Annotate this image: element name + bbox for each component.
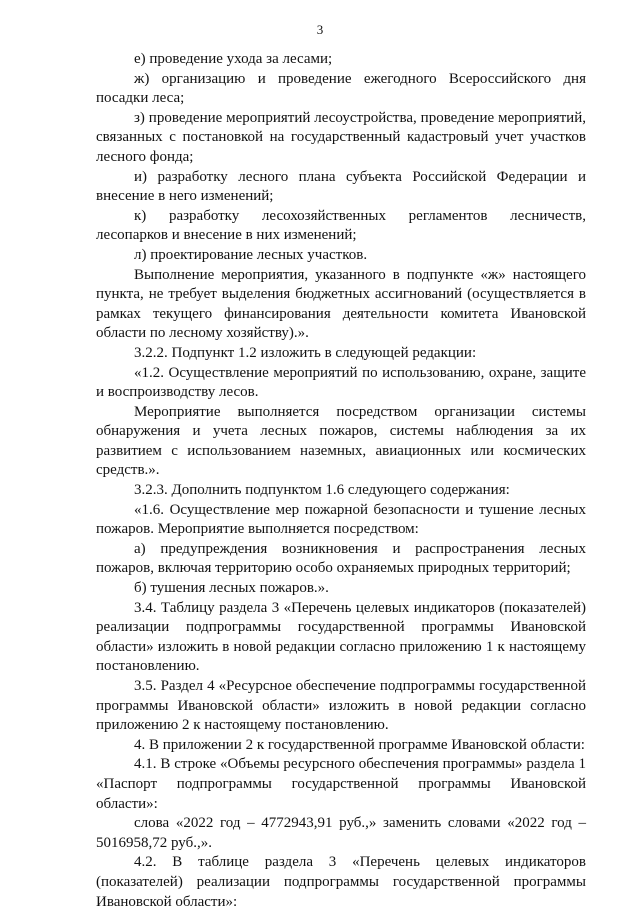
paragraph: Выполнение мероприятия, указанного в подпункте «ж» настоящего пункта, не требует выделения бюджетных ассигнований (осуществляется в рамках текущего финансирования деятельности комитета Ивановской области по лесному хозяйству).». bbox=[96, 266, 586, 342]
paragraph: «1.6. Осуществление мер пожарной безопасности и тушение лесных пожаров. Мероприятие выполняется посредством: bbox=[96, 501, 586, 538]
page-number: 3 bbox=[316, 22, 324, 37]
paragraph: и) разработку лесного плана субъекта Российской Федерации и внесение в него изменений; bbox=[96, 168, 586, 205]
paragraph: 3.2.2. Подпункт 1.2 изложить в следующей редакции: bbox=[134, 344, 477, 361]
paragraph: 3.5. Раздел 4 «Ресурсное обеспечение подпрограммы государственной программы Ивановской области» изложить в новой редакции согласно приложению 2 к настоящему постановлению. bbox=[96, 678, 586, 734]
paragraph: л) проектирование лесных участков. bbox=[134, 246, 368, 263]
paragraph: слова «2022 год – 4772943,91 руб.,» заменить словами «2022 год – 5016958,72 руб.,». bbox=[96, 815, 586, 851]
paragraph: 4.1. В строке «Объемы ресурсного обеспечения программы» раздела 1 «Паспорт подпрограммы государственной программы Ивановской области»: bbox=[96, 756, 586, 812]
paragraph: а) предупреждения возникновения и распространения лесных пожаров, включая территорию особо охраняемых природных территорий; bbox=[96, 540, 586, 577]
paragraph: к) разработку лесохозяйственных регламентов лесничеств, лесопарков и внесение в них изменений; bbox=[96, 207, 586, 244]
paragraph: е) проведение ухода за лесами; bbox=[134, 51, 333, 67]
paragraph: 3.4. Таблицу раздела 3 «Перечень целевых индикаторов (показателей) реализации подпрограммы государственной программы Ивановской области» изложить в новой редакции согласно приложению 1 к настоящему постановлению. bbox=[96, 599, 586, 675]
paragraph: 3.2.3. Дополнить подпунктом 1.6 следующего содержания: bbox=[134, 482, 510, 499]
document-body bbox=[96, 50, 586, 912]
paragraph: Мероприятие выполняется посредством организации системы обнаружения и учета лесных пожаров, системы наблюдения за их развитием с использованием наземных, авиационных или космических средств.». bbox=[96, 403, 586, 479]
paragraph: ж) организацию и проведение ежегодного Всероссийского дня посадки леса; bbox=[96, 70, 586, 107]
paragraph: 4. В приложении 2 к государственной программе Ивановской области: bbox=[134, 736, 585, 753]
paragraph: 4.2. В таблице раздела 3 «Перечень целевых индикаторов (показателей) реализации подпрограммы государственной программы Ивановской области»: bbox=[96, 854, 586, 910]
paragraph: з) проведение мероприятий лесоустройства, проведение мероприятий, связанных с постановкой на государственный кадастровый учет участков лесного фонда; bbox=[96, 109, 586, 165]
paragraph: «1.2. Осуществление мероприятий по использованию, охране, защите и воспроизводству лесов. bbox=[96, 364, 586, 401]
paragraph: б) тушения лесных пожаров.». bbox=[134, 580, 329, 597]
